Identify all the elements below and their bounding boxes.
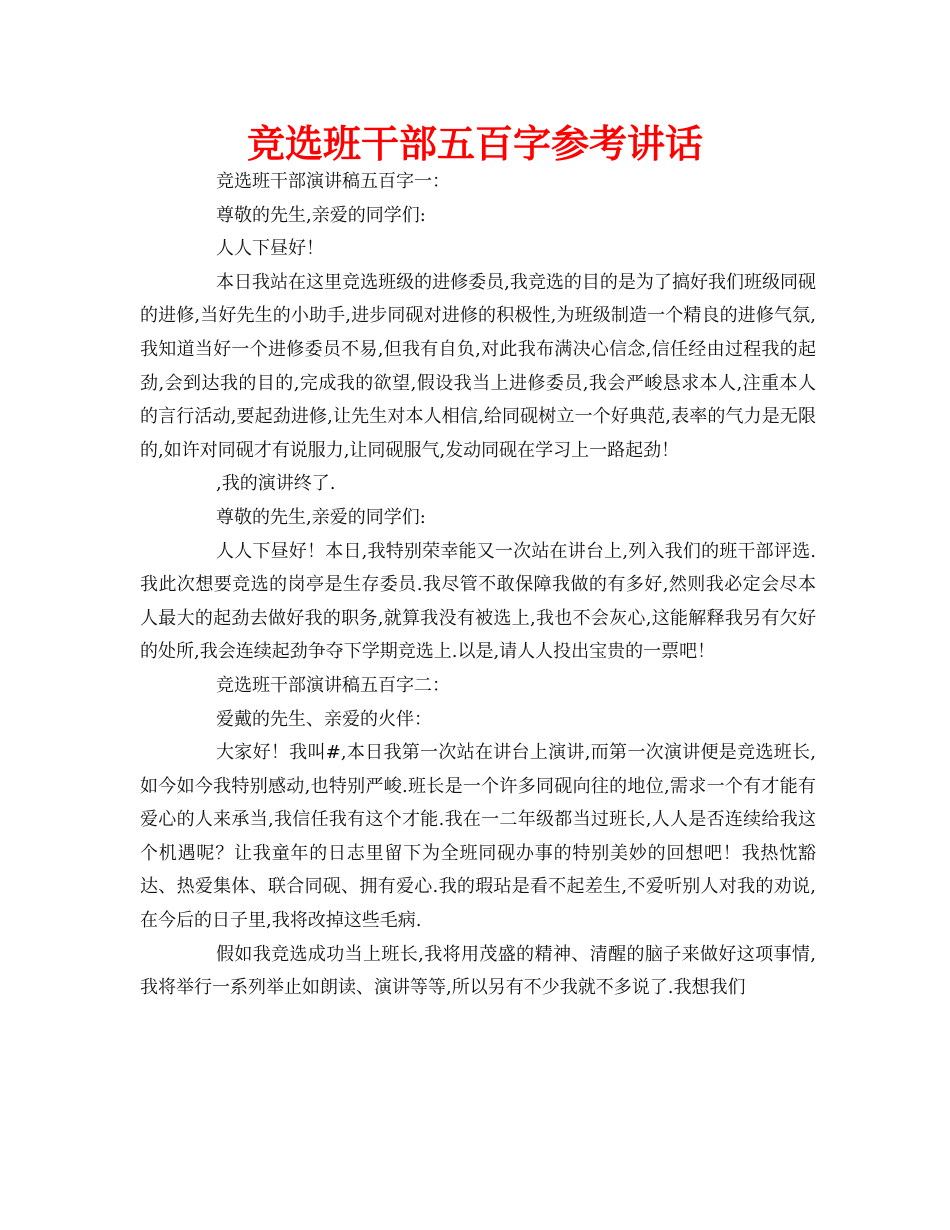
document-title: 竞选班干部五百字参考讲话 xyxy=(246,122,703,166)
paragraph: 尊敬的先生,亲爱的同学们: xyxy=(216,506,426,528)
paragraph: ,我的演讲终了. xyxy=(216,473,336,495)
paragraph: 爱戴的先生、亲爱的火伴： xyxy=(216,708,432,730)
paragraph: 本日我站在这里竞选班级的进修委员,我竞选的目的是为了搞好我们班级同砚的进修,当好先生的小助手,进步同砚对进修的积极性,为班级制造一个精良的进修气氛,我知道当好一个进修委员不易,但我有自负,对此我布满决心信念,信任经由过程我的起劲,会到达我的目的,完成我的欲望,假设我当上进修委员,我会严峻恳求本人,注重本人的言行活动,要起劲进修,让先生对本人相信,给同砚树立一个好典范,表率的气力是无限的,如许对同砚才有说服力,让同砚服气,发动同砚在学习上一路起劲！ xyxy=(140,271,816,461)
paragraph: 人人下昼好！本日,我特别荣幸能又一次站在讲台上,列入我们的班干部评选.我此次想要竞选的岗亭是生存委员.我尽管不敢保障我做的有多好,然则我必定会尽本人最大的起劲去做好我的职务,就算我没有被选上,我也不会灰心,这能解释我另有欠好的处所,我会连续起劲争夺下学期竞选上.以是,请人人投出宝贵的一票吧！ xyxy=(140,540,816,663)
paragraph: 竞选班干部演讲稿五百字二： xyxy=(216,674,450,696)
document-body xyxy=(140,165,816,1005)
paragraph: 大家好！我叫#,本日我第一次站在讲台上演讲,而第一次演讲便是竞选班长,如今如今我特别感动,也特别严峻.班长是一个许多同砚向往的地位,需求一个有才能有爱心的人来承当,我信任我有这个才能.我在一二年级都当过班长,人人是否连续给我这个机遇呢？让我童年的日志里留下为全班同砚办事的特别美妙的回想吧！我热忱豁达、热爱集体、联合同砚、拥有爱心.我的瑕玷是看不起差生,不爱听别人对我的劝说,在今后的日子里,我将改掉这些毛病. xyxy=(140,742,816,932)
paragraph: 人人下昼好！ xyxy=(216,238,324,260)
paragraph: 尊敬的先生,亲爱的同学们: xyxy=(216,204,426,226)
paragraph: 假如我竞选成功当上班长,我将用茂盛的精神、清醒的脑子来做好这项事情,我将举行一系列举止如朗读、演讲等等,所以另有不少我就不多说了.我想我们 xyxy=(140,943,816,999)
paragraph: 竞选班干部演讲稿五百字一： xyxy=(216,171,450,192)
